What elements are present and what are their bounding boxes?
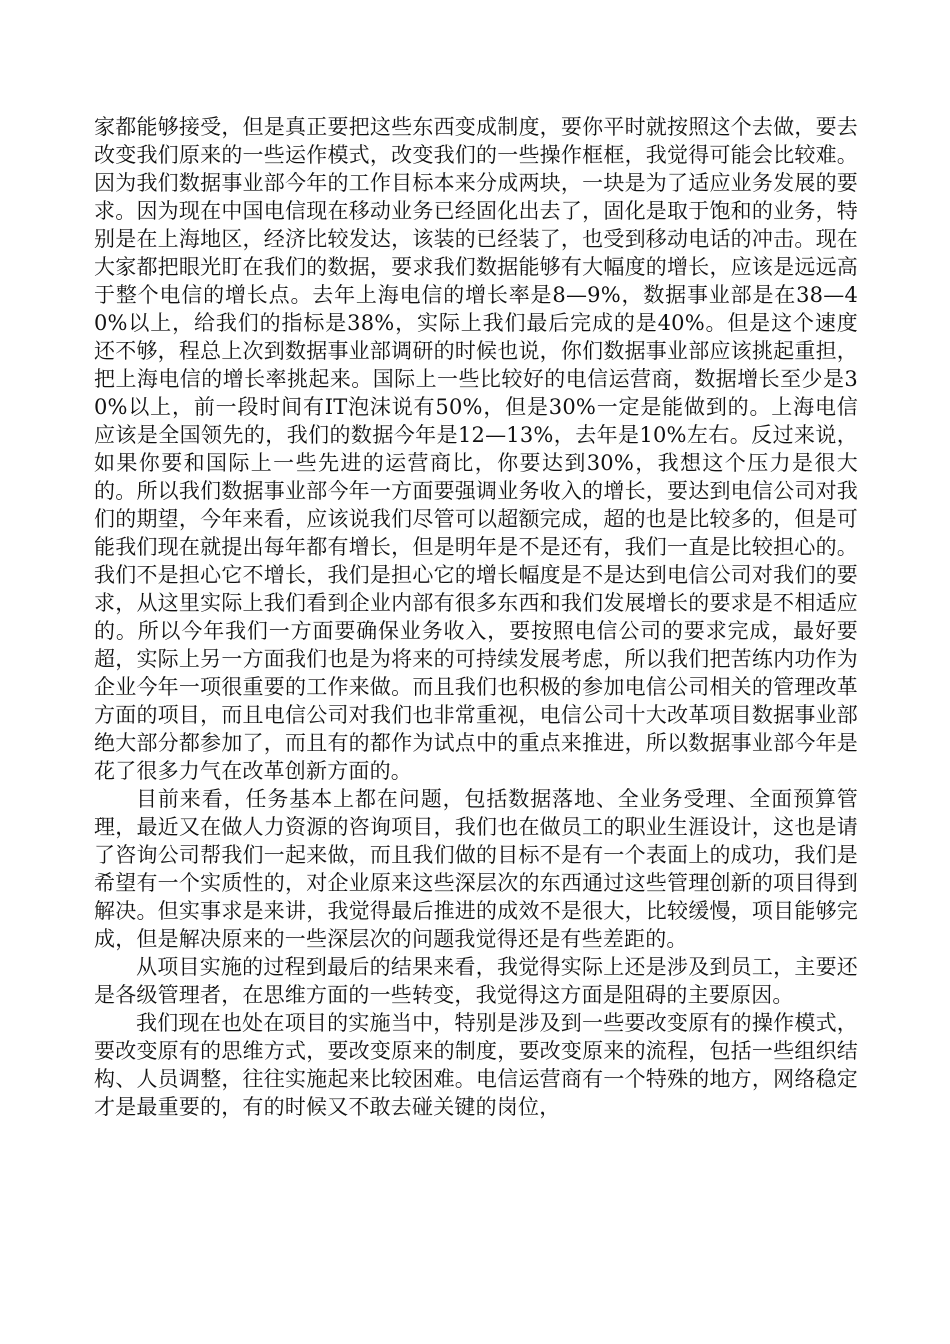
paragraph-2: 目前来看，任务基本上都在问题，包括数据落地、全业务受理、全面预算管理，最近又在做人力资源的咨询项目，我们也在做员工的职业生涯设计，这也是请了咨询公司帮我们一起来做，而且我们做的目标不是有一个表面上的成功，我们是希望有一个实质性的，对企业原来这些深层次的东西通过这些管理创新的项目得到解决。但实事求是来讲，我觉得最后推进的成效不是很大，比较缓慢，项目能够完成，但是解决原来的一些深层次的问题我觉得还是有些差距的。	[94, 787, 858, 951]
document-page	[94, 113, 858, 1121]
paragraph-4: 我们现在也处在项目的实施当中，特别是涉及到一些要改变原有的操作模式，要改变原有的思维方式，要改变原来的制度，要改变原来的流程，包括一些组织结构、人员调整，往往实施起来比较困难。电信运营商有一个特殊的地方，网络稳定才是最重要的，有的时候又不敢去碰关键的岗位，	[94, 1011, 858, 1119]
paragraph-1: 家都能够接受，但是真正要把这些东西变成制度，要你平时就按照这个去做，要去改变我们原来的一些运作模式，改变我们的一些操作框框，我觉得可能会比较难。因为我们数据事业部今年的工作目标本来分成两块，一块是为了适应业务发展的要求。因为现在中国电信现在移动业务已经固化出去了，固化是取于饱和的业务，特别是在上海地区，经济比较发达，该装的已经装了，也受到移动电话的冲击。现在大家都把眼光盯在我们的数据，要求我们数据能够有大幅度的增长，应该是远远高于整个电信的增长点。去年上海电信的增长率是8—9%，数据事业部是在38—40%以上，给我们的指标是38%，实际上我们最后完成的是40%。但是这个速度还不够，程总上次到数据事业部调研的时候也说，你们数据事业部应该挑起重担，把上海电信的增长率挑起来。国际上一些比较好的电信运营商，数据增长至少是30%以上，前一段时间有IT泡沫说有50%，但是30%一定是能做到的。上海电信应该是全国领先的，我们的数据今年是12—13%，去年是10%左右。反过来说，如果你要和国际上一些先进的运营商比，你要达到30%，我想这个压力是很大的。所以我们数据事业部今年一方面要强调业务收入的增长，要达到电信公司对我们的期望，今年来看，应该说我们尽管可以超额完成，超的也是比较多的，但是可能我们现在就提出每年都有增长，但是明年是不是还有，我们一直是比较担心的。我们不是担心它不增长，我们是担心它的增长幅度是不是达到电信公司对我们的要求，从这里实际上我们看到企业内部有很多东西和我们发展增长的要求是不相适应的。所以今年我们一方面要确保业务收入，要按照电信公司的要求完成，最好要超，实际上另一方面我们也是为将来的可持续发展考虑，所以我们把苦练内功作为企业今年一项很重要的工作来做。而且我们也积极的参加电信公司相关的管理改革方面的项目，而且电信公司对我们也非常重视，电信公司十大改革项目数据事业部绝大部分都参加了，而且有的都作为试点中的重点来推进，所以数据事业部今年是花了很多力气在改革创新方面的。	[94, 115, 858, 783]
paragraph-3: 从项目实施的过程到最后的结果来看，我觉得实际上还是涉及到员工，主要还是各级管理者，在思维方面的一些转变，我觉得这方面是阻碍的主要原因。	[94, 955, 858, 1007]
